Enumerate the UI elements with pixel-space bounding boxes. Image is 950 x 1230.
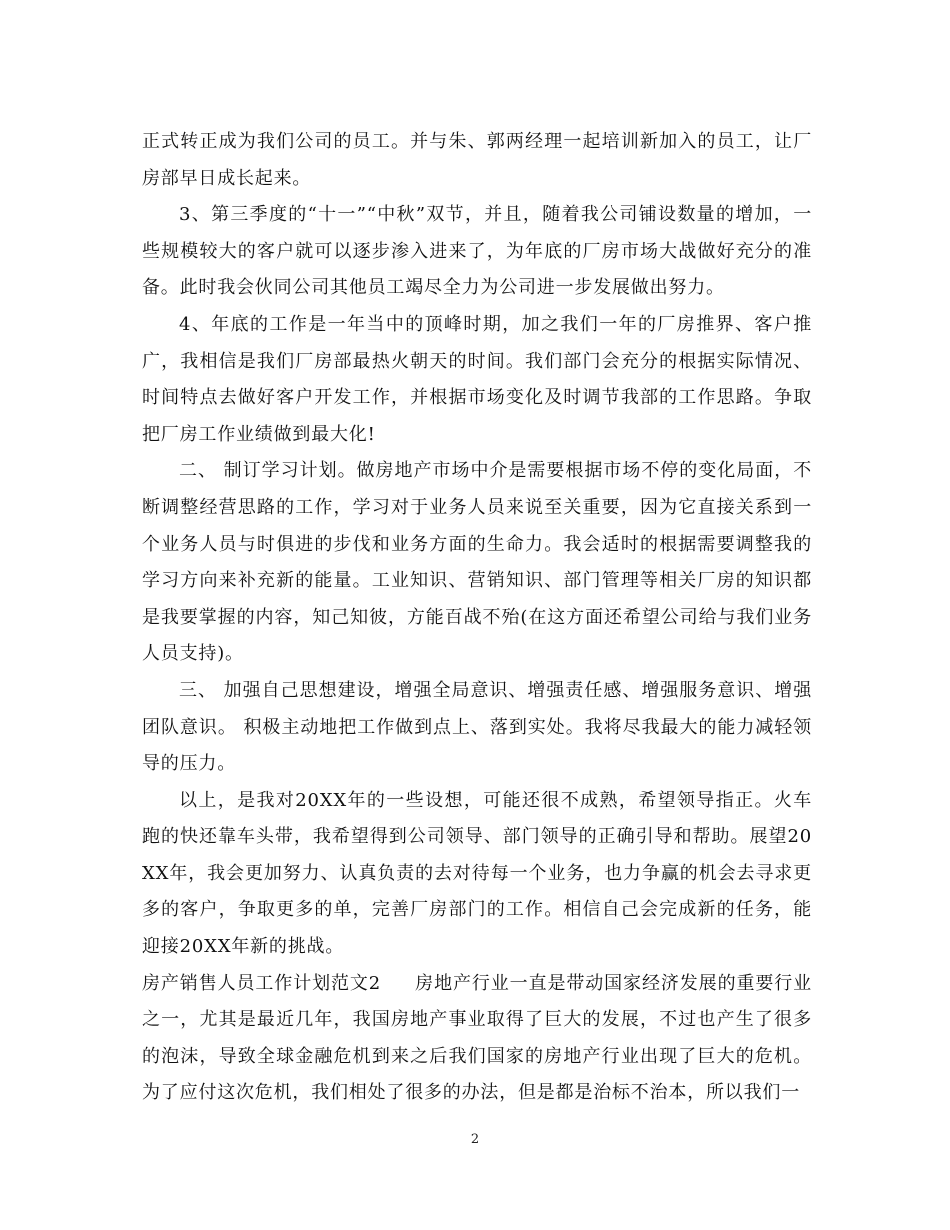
paragraph-continuation: 正式转正成为我们公司的员工。并与朱、郭两经理一起培训新加入的员工，让厂房部早日成长起来。: [142, 131, 812, 189]
paragraph-section-two: [142, 966, 812, 1112]
paragraph-study-plan: 二、 制订学习计划。做房地产市场中介是需要根据市场不停的变化局面，不断调整经营思路的工作，学习对于业务人员来说至关重要，因为它直接关系到一个业务人员与时俱进的步伐和业务方面的生命力。我会适时的根据需要调整我的学习方向来补充新的能量。工业知识、营销知识、部门管理等相关厂房的知识都是我要掌握的内容，知己知彼，方能百战不殆(在这方面还希望公司给与我们业务人员支持)。: [142, 460, 812, 665]
paragraph-ideology: 三、 加强自己思想建设，增强全局意识、增强责任感、增强服务意识、增强团队意识。 积极主动地把工作做到点上、落到实处。我将尽我最大的能力减轻领导的压力。: [142, 679, 812, 775]
page-number: 2: [470, 1132, 480, 1147]
paragraph-conclusion: 以上，是我对20XX年的一些设想，可能还很不成熟，希望领导指正。火车跑的快还靠车头带，我希望得到公司领导、部门领导的正确引导和帮助。展望20XX年，我会更加努力、认真负责的去对待每一个业务，也力争赢的机会去寻求更多的客户，争取更多的单，完善厂房部门的工作。相信自己会完成新的任务，能迎接20XX年新的挑战。: [142, 789, 812, 958]
document-body: [142, 124, 812, 1112]
section-heading: 房产销售人员工作计划范文2: [142, 972, 382, 994]
paragraph-q3-plan: 3、第三季度的“十一”“中秋”双节，并且，随着我公司铺设数量的增加，一些规模较大的客户就可以逐步渗入进来了，为年底的厂房市场大战做好充分的准备。此时我会伙同公司其他员工竭尽全力为公司进一步发展做出努力。: [142, 204, 812, 299]
section-body-text: 房地产行业一直是带动国家经济发展的重要行业之一，尤其是最近几年，我国房地产事业取得了巨大的发展，不过也产生了很多的泡沫，导致全球金融危机到来之后我们国家的房地产行业出现了巨大的危机。为了应付这次危机，我们相处了很多的办法，但是都是治标不治本，所以我们一: [142, 972, 812, 1104]
paragraph-year-end-plan: 4、年底的工作是一年当中的顶峰时期，加之我们一年的厂房推界、客户推广，我相信是我们厂房部最热火朝天的时间。我们部门会充分的根据实际情况、时间特点去做好客户开发工作，并根据市场变化及时调节我部的工作思路。争取把厂房工作业绩做到最大化!: [142, 313, 812, 445]
